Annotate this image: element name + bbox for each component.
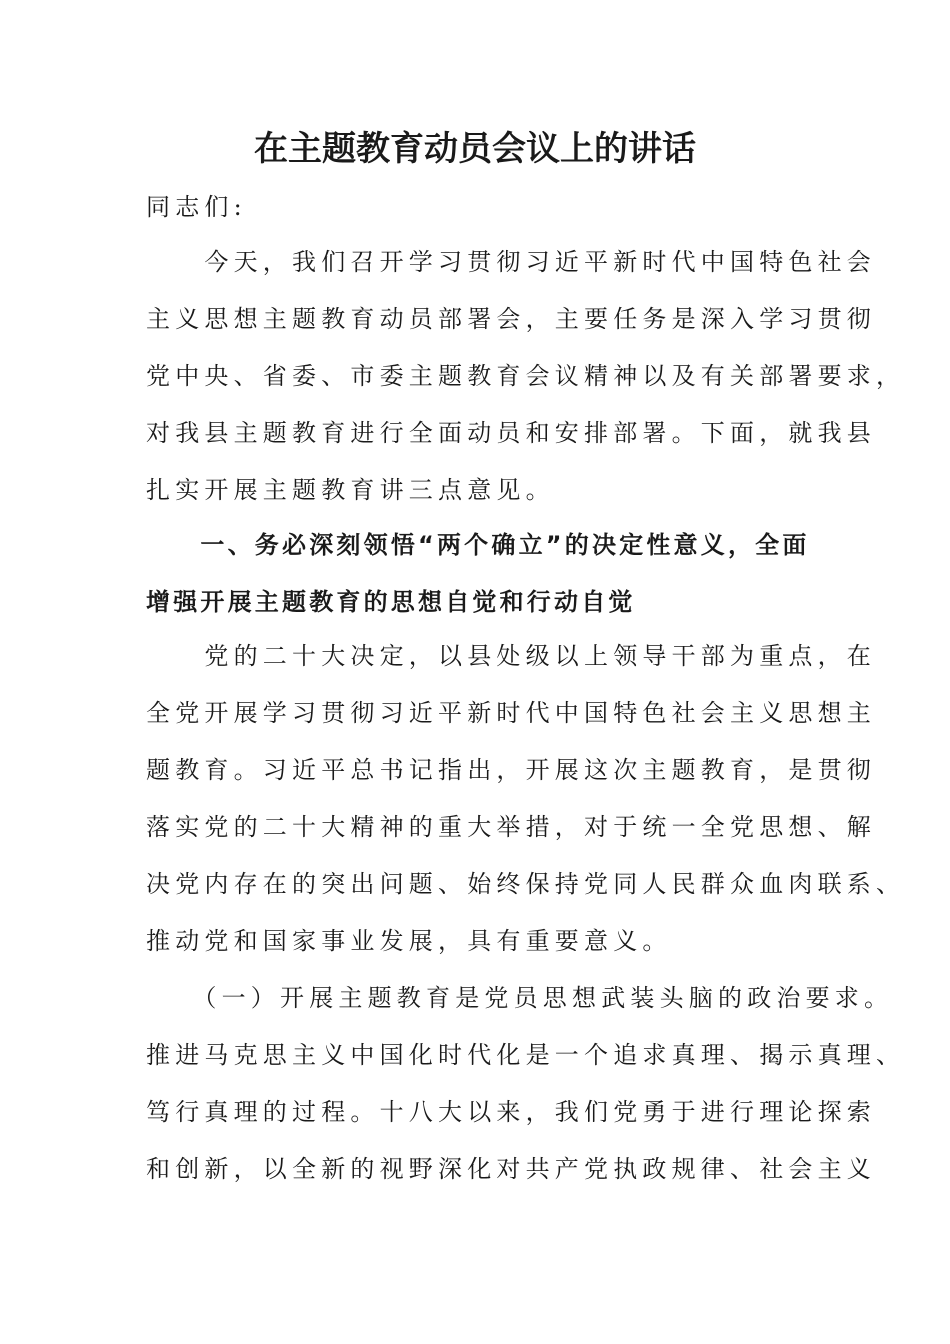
body-line: 和创新，以全新的视野深化对共产党执政规律、社会主义 [146, 1155, 876, 1183]
body-line: 对我县主题教育进行全面动员和安排部署。下面，就我县 [146, 419, 876, 447]
body-line: 今天，我们召开学习贯彻习近平新时代中国特色社会 [146, 248, 876, 276]
body-line: 主义思想主题教育动员部署会，主要任务是深入学习贯彻 [146, 305, 876, 333]
salutation: 同志们: [146, 193, 247, 221]
body-line: 决党内存在的突出问题、始终保持党同人民群众血肉联系、 [146, 870, 906, 898]
body-line: 党中央、省委、市委主题教育会议精神以及有关部署要求， [146, 362, 906, 390]
body-line: 推进马克思主义中国化时代化是一个追求真理、揭示真理、 [146, 1041, 906, 1069]
body-line: 扎实开展主题教育讲三点意见。 [146, 476, 555, 504]
body-line: 党的二十大决定，以县处级以上领导干部为重点，在 [146, 642, 876, 670]
section-heading-line: 一、务必深刻领悟“两个确立”的决定性意义，全面 [146, 531, 810, 559]
body-line: 全党开展学习贯彻习近平新时代中国特色社会主义思想主 [146, 699, 876, 727]
document-title: 在主题教育动员会议上的讲话 [254, 129, 696, 169]
body-line: 落实党的二十大精神的重大举措，对于统一全党思想、解 [146, 813, 876, 841]
subsection-line: （一）开展主题教育是党员思想武装头脑的政治要求。 [146, 984, 894, 1012]
body-line: 题教育。习近平总书记指出，开展这次主题教育，是贯彻 [146, 756, 876, 784]
body-line: 笃行真理的过程。十八大以来，我们党勇于进行理论探索 [146, 1098, 876, 1126]
body-line: 推动党和国家事业发展，具有重要意义。 [146, 927, 672, 955]
section-heading-line: 增强开展主题教育的思想自觉和行动自觉 [146, 588, 636, 616]
